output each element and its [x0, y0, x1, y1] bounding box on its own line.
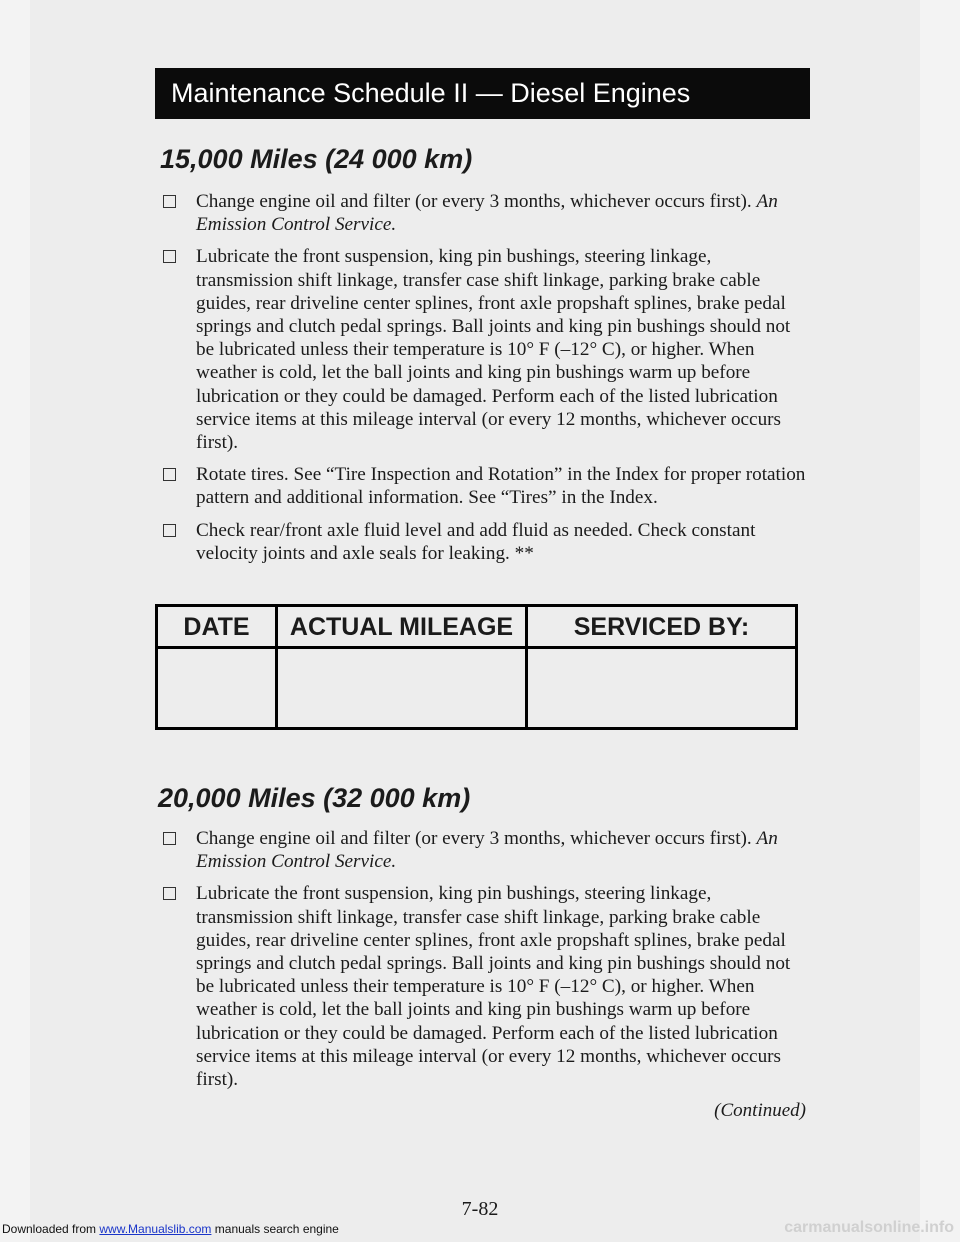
- checkbox-icon[interactable]: [163, 195, 176, 208]
- list-item: Check rear/front axle fluid level and add fluid as needed. Check constant velocity joints and axle seals for leaking. **: [160, 519, 810, 565]
- checkbox-icon[interactable]: [163, 524, 176, 537]
- serviced-by-header: SERVICED BY:: [528, 607, 795, 649]
- actual-mileage-header: ACTUAL MILEAGE: [278, 607, 528, 649]
- date-header: DATE: [158, 607, 278, 649]
- checkbox-icon[interactable]: [163, 832, 176, 845]
- list-item: Rotate tires. See “Tire Inspection and Rotation” in the Index for proper rotation pattern and additional information. See “Tires” in the Index.: [160, 463, 810, 509]
- section-title-15000: 15,000 Miles (24 000 km): [160, 144, 473, 174]
- manualslib-link[interactable]: www.Manualslib.com: [99, 1222, 212, 1236]
- download-footer: Downloaded from www.Manualslib.com manuals search engine: [2, 1222, 339, 1236]
- mileage-entry-cell[interactable]: [278, 649, 528, 727]
- list-item: Lubricate the front suspension, king pin bushings, steering linkage, transmission shift linkage, transfer case shift linkage, parking brake cable guides, rear driveline center splines, front axle propshaft splines, brake pedal springs and clutch pedal springs. Ball joints and king pin bushings should not be lubricated unless their temperature is 10° F (–12° C), or higher. When weather is cold, let the ball joints and king pin bushings warm up before lubrication or they could be damaged. Perform each of the listed lubrication service items at this mileage interval (or every 12 months, whichever occurs first).: [160, 245, 810, 454]
- section-banner: Maintenance Schedule II — Diesel Engines: [155, 68, 810, 119]
- checklist-20000: [160, 827, 810, 1100]
- service-log-table: [155, 604, 798, 730]
- watermark-logo: carmanualsonline.info: [784, 1219, 954, 1236]
- page-number: 7-82: [461, 1198, 499, 1220]
- checklist-15000: [160, 190, 810, 574]
- checkbox-icon[interactable]: [163, 250, 176, 263]
- checkbox-icon[interactable]: [163, 468, 176, 481]
- emission-note: An Emission Control Service.: [196, 828, 778, 873]
- checkbox-icon[interactable]: [163, 887, 176, 900]
- list-item: Change engine oil and filter (or every 3 months, whichever occurs first). An Emission Control Service.: [160, 190, 810, 236]
- emission-note: An Emission Control Service.: [196, 191, 778, 236]
- serviced-by-entry-cell[interactable]: [528, 649, 795, 727]
- continued-label: (Continued): [714, 1100, 806, 1121]
- section-title-20000: 20,000 Miles (32 000 km): [158, 783, 471, 813]
- list-item: Lubricate the front suspension, king pin bushings, steering linkage, transmission shift linkage, transfer case shift linkage, parking brake cable guides, rear driveline center splines, front axle propshaft splines, brake pedal springs and clutch pedal springs. Ball joints and king pin bushings should not be lubricated unless their temperature is 10° F (–12° C), or higher. When weather is cold, let the ball joints and king pin bushings warm up before lubrication or they could be damaged. Perform each of the listed lubrication service items at this mileage interval (or every 12 months, whichever occurs first).: [160, 882, 810, 1091]
- list-item: Change engine oil and filter (or every 3 months, whichever occurs first). An Emission Control Service.: [160, 827, 810, 873]
- date-entry-cell[interactable]: [158, 649, 278, 727]
